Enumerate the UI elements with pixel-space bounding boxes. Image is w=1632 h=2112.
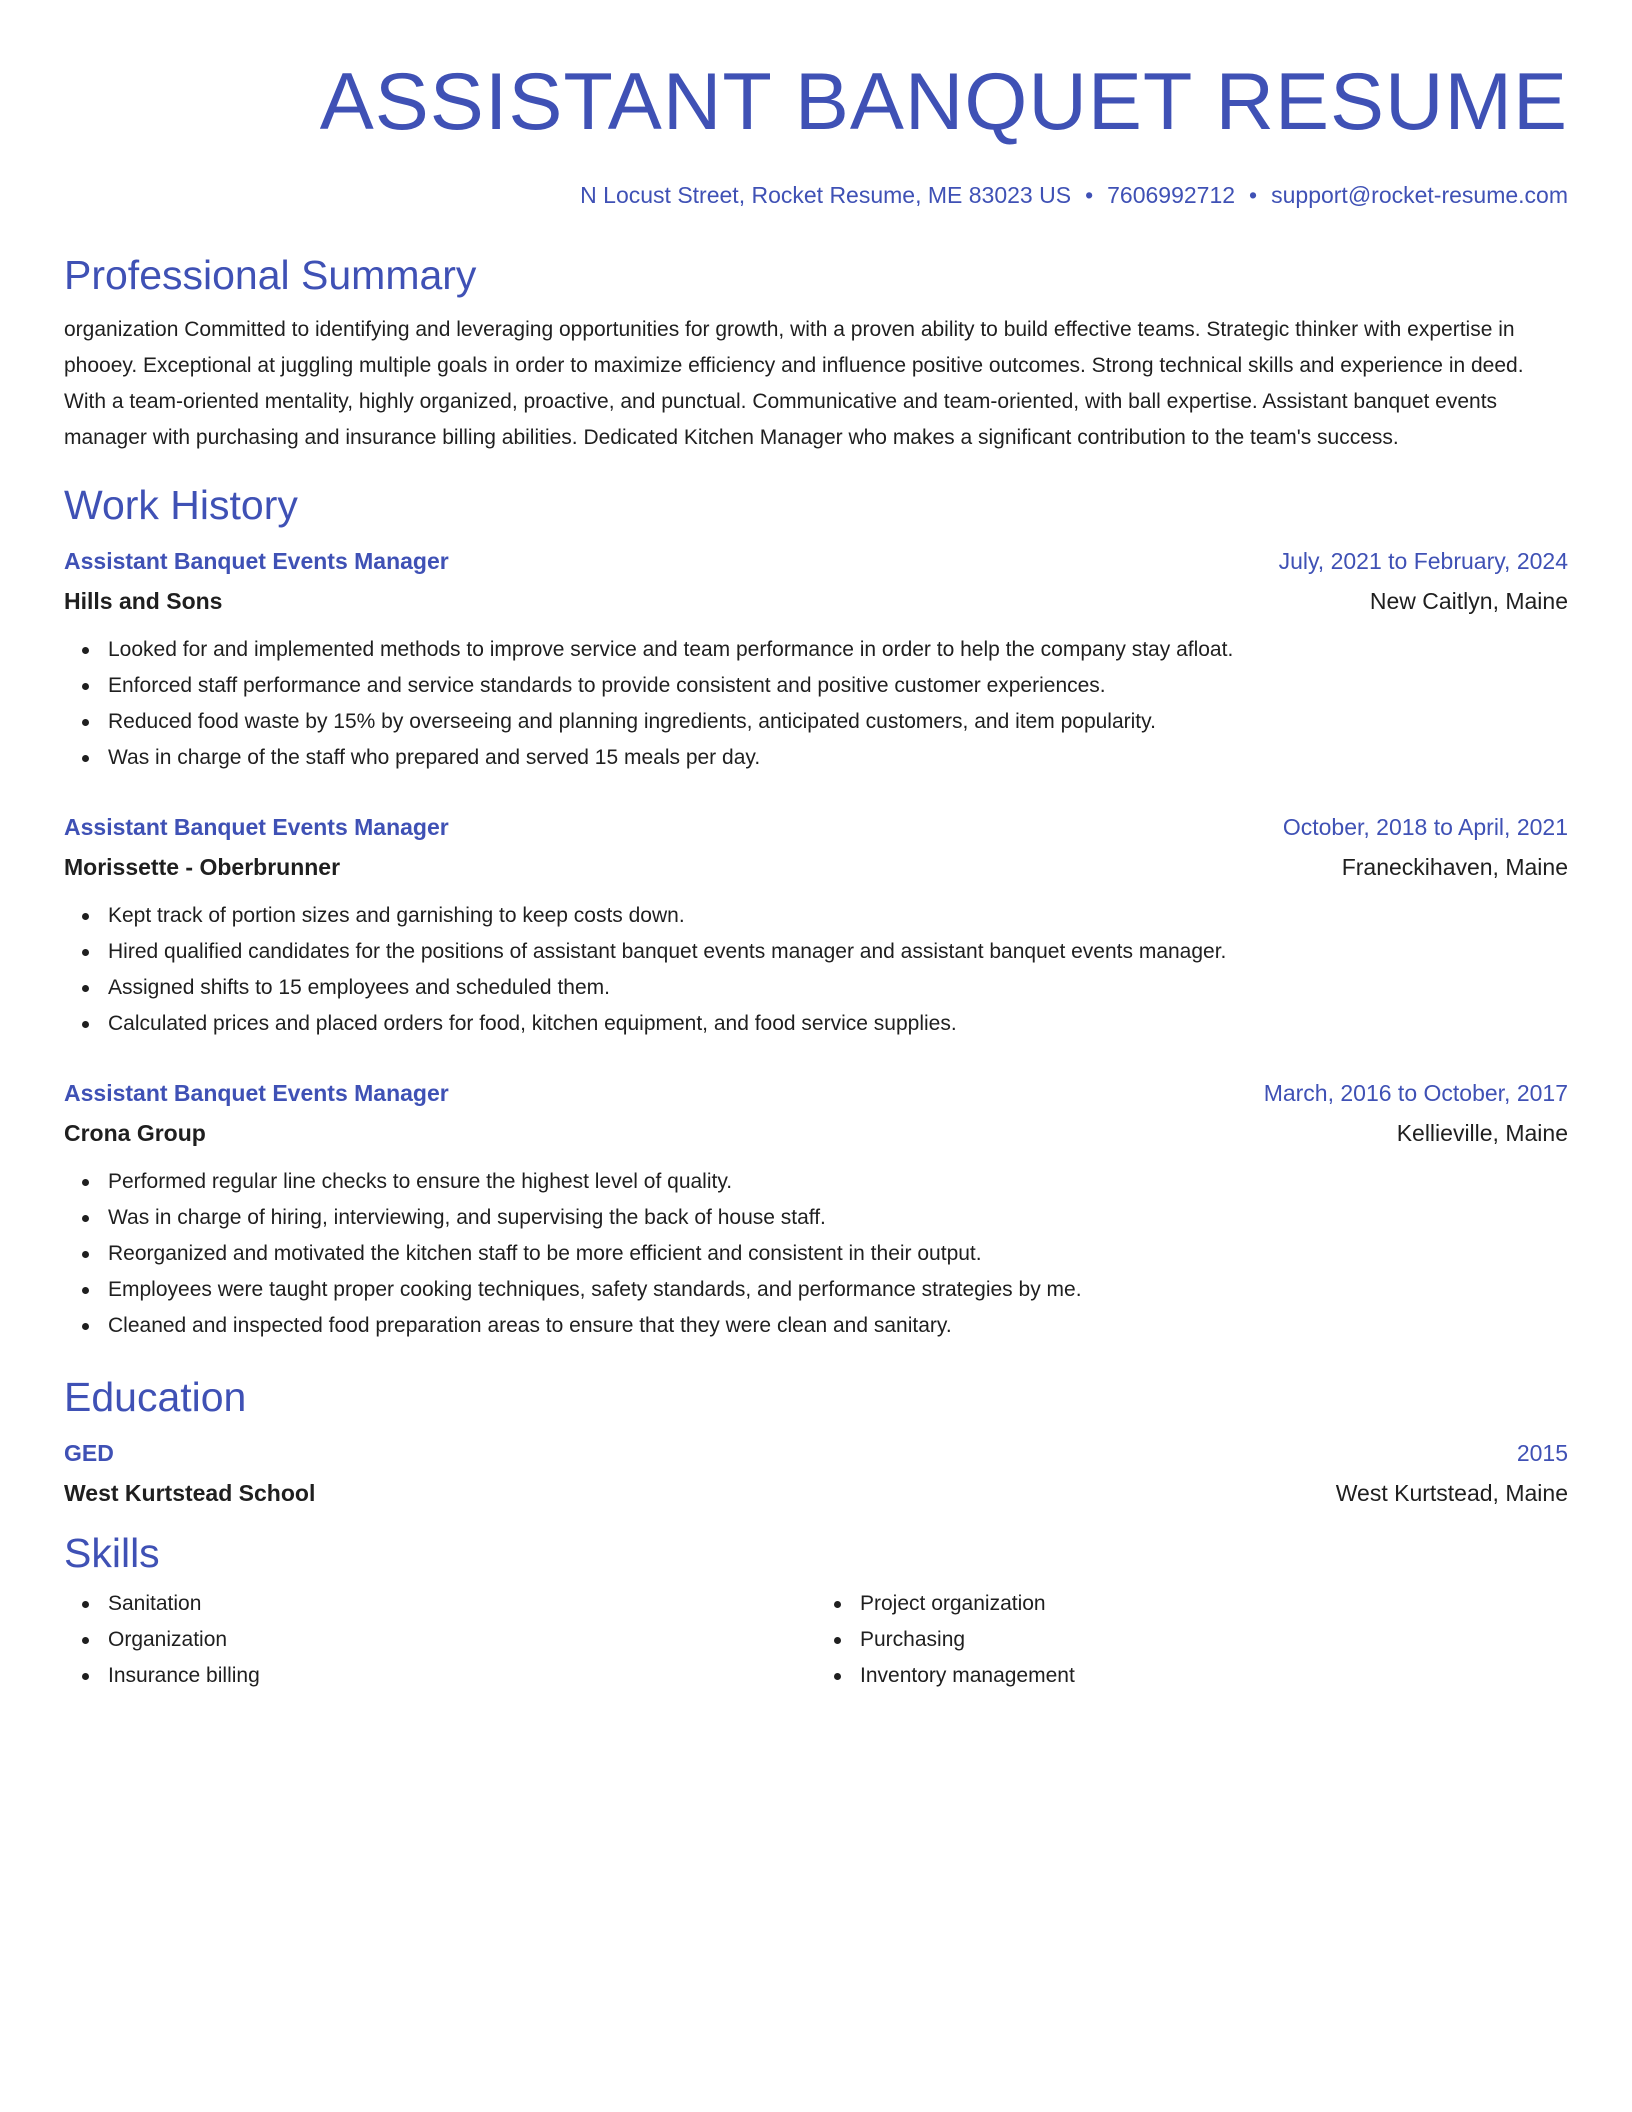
job-location: Kellieville, Maine <box>1396 1120 1568 1146</box>
job-bullet: Cleaned and inspected food preparation areas to ensure that they were clean and sanitary. <box>108 1308 1568 1344</box>
job-entry <box>64 1076 1568 1344</box>
job-company: Hills and Sons <box>64 588 223 614</box>
job-bullet: Enforced staff performance and service standards to provide consistent and positive customer experiences. <box>108 668 1568 704</box>
job-company: Crona Group <box>64 1120 206 1146</box>
job-bullet: Hired qualified candidates for the positions of assistant banquet events manager and assistant banquet events manager. <box>108 934 1568 970</box>
resume-title: ASSISTANT BANQUET RESUME <box>319 57 1568 147</box>
contact-separator: • <box>1249 182 1258 208</box>
job-entry <box>64 544 1568 776</box>
job-title: Assistant Banquet Events Manager <box>64 548 449 574</box>
job-bullet: Reorganized and motivated the kitchen staff to be more efficient and consistent in their output. <box>108 1236 1568 1272</box>
education-school-row <box>64 1470 1568 1510</box>
summary-heading: Professional Summary <box>64 252 477 298</box>
education-degree: GED <box>64 1440 114 1466</box>
job-bullet: Assigned shifts to 15 employees and scheduled them. <box>108 970 1568 1006</box>
job-bullet-list <box>64 1164 1568 1344</box>
job-bullet: Calculated prices and placed orders for food, kitchen equipment, and food service supplies. <box>108 1006 1568 1042</box>
job-location: New Caitlyn, Maine <box>1369 588 1568 614</box>
job-dates: March, 2016 to October, 2017 <box>1263 1080 1568 1106</box>
job-company-row <box>64 844 1568 884</box>
job-company: Morissette - Oberbrunner <box>64 854 341 880</box>
skill-item: Organization <box>108 1622 816 1658</box>
job-title: Assistant Banquet Events Manager <box>64 814 449 840</box>
skills-columns <box>64 1586 1568 1694</box>
job-bullet: Was in charge of the staff who prepared and served 15 meals per day. <box>108 740 1568 776</box>
contact-line <box>64 180 1568 210</box>
skills-heading: Skills <box>64 1530 160 1576</box>
job-bullet: Was in charge of hiring, interviewing, and supervising the back of house staff. <box>108 1200 1568 1236</box>
job-bullet: Kept track of portion sizes and garnishing to keep costs down. <box>108 898 1568 934</box>
job-dates: July, 2021 to February, 2024 <box>1278 548 1568 574</box>
skills-list-right <box>816 1586 1568 1694</box>
job-bullet: Employees were taught proper cooking techniques, safety standards, and performance strategies by me. <box>108 1272 1568 1308</box>
job-bullet: Performed regular line checks to ensure the highest level of quality. <box>108 1164 1568 1200</box>
education-heading: Education <box>64 1374 247 1420</box>
skill-item: Inventory management <box>860 1658 1568 1694</box>
job-entry <box>64 810 1568 1042</box>
job-dates: October, 2018 to April, 2021 <box>1282 814 1568 840</box>
education-entry <box>64 1436 1568 1510</box>
education-header-row <box>64 1436 1568 1470</box>
contact-address: N Locust Street, Rocket Resume, ME 83023 US <box>580 182 1072 208</box>
contact-separator: • <box>1085 182 1094 208</box>
education-location: West Kurtstead, Maine <box>1335 1480 1568 1506</box>
job-bullet-list <box>64 632 1568 776</box>
skill-item: Sanitation <box>108 1586 816 1622</box>
job-bullet: Looked for and implemented methods to improve service and team performance in order to help the company stay afloat. <box>108 632 1568 668</box>
job-header-row <box>64 544 1568 578</box>
job-location: Franeckihaven, Maine <box>1341 854 1568 880</box>
contact-email: support@rocket-resume.com <box>1271 182 1568 208</box>
contact-phone: 7606992712 <box>1107 182 1236 208</box>
skill-item: Purchasing <box>860 1622 1568 1658</box>
job-header-row <box>64 1076 1568 1110</box>
skill-item: Project organization <box>860 1586 1568 1622</box>
skills-list-left <box>64 1586 816 1694</box>
job-bullet: Reduced food waste by 15% by overseeing and planning ingredients, anticipated customers, and item popularity. <box>108 704 1568 740</box>
job-company-row <box>64 578 1568 618</box>
job-header-row <box>64 810 1568 844</box>
education-year: 2015 <box>1516 1440 1568 1466</box>
job-bullet-list <box>64 898 1568 1042</box>
education-school: West Kurtstead School <box>64 1480 316 1506</box>
job-company-row <box>64 1110 1568 1150</box>
job-title: Assistant Banquet Events Manager <box>64 1080 449 1106</box>
work-history-heading: Work History <box>64 482 298 528</box>
skill-item: Insurance billing <box>108 1658 816 1694</box>
summary-text: organization Committed to identifying and leveraging opportunities for growth, with a proven ability to build effective teams. Strategic thinker with expertise in phooey. Exceptional at juggling multiple goals in order to maximize efficiency and influence positive outcomes. Strong technical skills and experience in deed. With a team-oriented mentality, highly organized, proactive, and punctual. Communicative and team-oriented, with ball expertise. Assistant banquet events manager with purchasing and insurance billing abilities. Dedicated Kitchen Manager who makes a significant contribution to the team's success. <box>64 318 1524 449</box>
